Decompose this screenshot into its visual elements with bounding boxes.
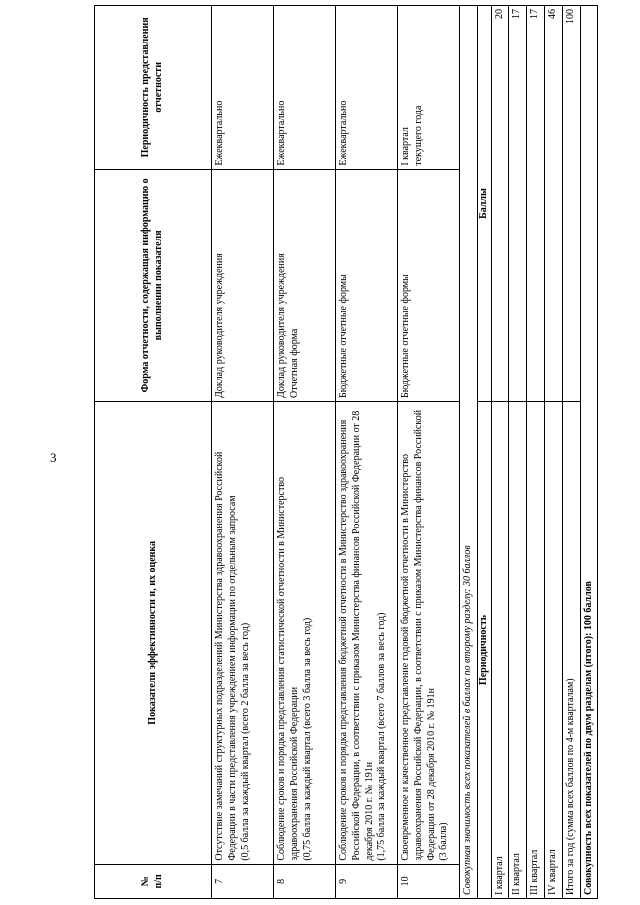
quarter-row (491, 6, 509, 899)
indicator-text: Соблюдение сроков и порядка представления статистической отчетности в Министерство здравоохранения Российской Федерации (276, 476, 300, 861)
row-number: 10 (398, 864, 460, 898)
header-indicator: Показатели эффективности и, их оценка (95, 402, 212, 865)
indicators-table (94, 5, 598, 899)
quarter-row (544, 6, 562, 899)
periodicity-header-row (477, 6, 491, 899)
quarter-points: 46 (544, 6, 562, 402)
indicator-text: Отсутствие замечаний структурных подразделений Министерства здравоохранения Российской Федерации в части представления учреждением информации по отдельным запросам (214, 451, 238, 861)
section-total: Совокупная значимость всех показателей в баллах по второму разделу: 30 баллов (460, 6, 478, 899)
header-period: Периодичность представления отчетности (95, 6, 212, 170)
year-total-points: 100 (562, 6, 580, 402)
row-period: Ежеквартально (274, 6, 336, 170)
quarter-label: II квартал (509, 402, 527, 899)
table-row (274, 6, 336, 899)
grand-total-row (580, 6, 598, 899)
table-header-row (95, 6, 212, 899)
header-num: № п/п (95, 864, 212, 898)
header-form: Форма отчетности, содержащая информацию о выполнении показателя (95, 169, 212, 401)
indicator-score: (0,75 балла за каждый квартал (всего 3 балла за весь год) (301, 617, 313, 861)
row-number: 7 (212, 864, 274, 898)
quarter-points: 17 (527, 6, 545, 402)
quarter-label: III квартал (527, 402, 545, 899)
section-total-row (460, 6, 478, 899)
row-form: Бюджетные отчетные формы (398, 169, 460, 401)
points-header: Баллы (477, 6, 491, 402)
row-indicator (212, 402, 274, 865)
page-number: 3 (50, 450, 57, 465)
indicator-text: Соблюдение сроков и порядка представления бюджетной отчетности в Министерство здравоохранения Российской Федерации, в соответствии с приказом Министерства финансов Российской Федерации от 28 декабря 2010 г. № 191н (338, 410, 375, 861)
quarter-points: 20 (491, 6, 509, 402)
row-period: I квартал текущего года (398, 6, 460, 170)
indicator-text: Своевременное и качественное представление годовой бюджетной отчетности в Министерство здравоохранения Российской Федерации, в соответствии с приказом Министерства финансов Российской Федерации от 28 декабря 2010 г. № 191н (400, 409, 437, 861)
row-number: 9 (336, 864, 398, 898)
quarter-row (509, 6, 527, 899)
row-number: 8 (274, 864, 336, 898)
quarter-label: I квартал (491, 402, 509, 899)
row-period: Ежеквартально (212, 6, 274, 170)
row-indicator (274, 402, 336, 865)
indicator-score: (0,5 балла за каждый квартал (всего 2 балла за весь год) (239, 622, 251, 861)
table-row (212, 6, 274, 899)
table-row (336, 6, 398, 899)
row-indicator (336, 402, 398, 865)
table-row (398, 6, 460, 899)
quarter-label: IV квартал (544, 402, 562, 899)
indicator-score: (1,75 балла за каждый квартал (всего 7 баллов за весь год) (376, 612, 388, 861)
quarter-row (527, 6, 545, 899)
row-form: Доклад руководителя учреждения (212, 169, 274, 401)
row-period: Ежеквартально (336, 6, 398, 170)
row-indicator (398, 402, 460, 865)
year-total-row (562, 6, 580, 899)
quarter-points: 17 (509, 6, 527, 402)
periodicity-header: Периодичность (477, 402, 491, 899)
year-total-label: Итого за год (сумма всех баллов по 4-м кварталам) (562, 402, 580, 899)
grand-total: Совокупность всех показателей по двум разделам (итого): 100 баллов (580, 6, 598, 899)
row-form: Доклад руководителя учреждения Отчетная форма (274, 169, 336, 401)
indicator-score: (3 балла) (438, 822, 450, 861)
row-form: Бюджетные отчетные формы (336, 169, 398, 401)
